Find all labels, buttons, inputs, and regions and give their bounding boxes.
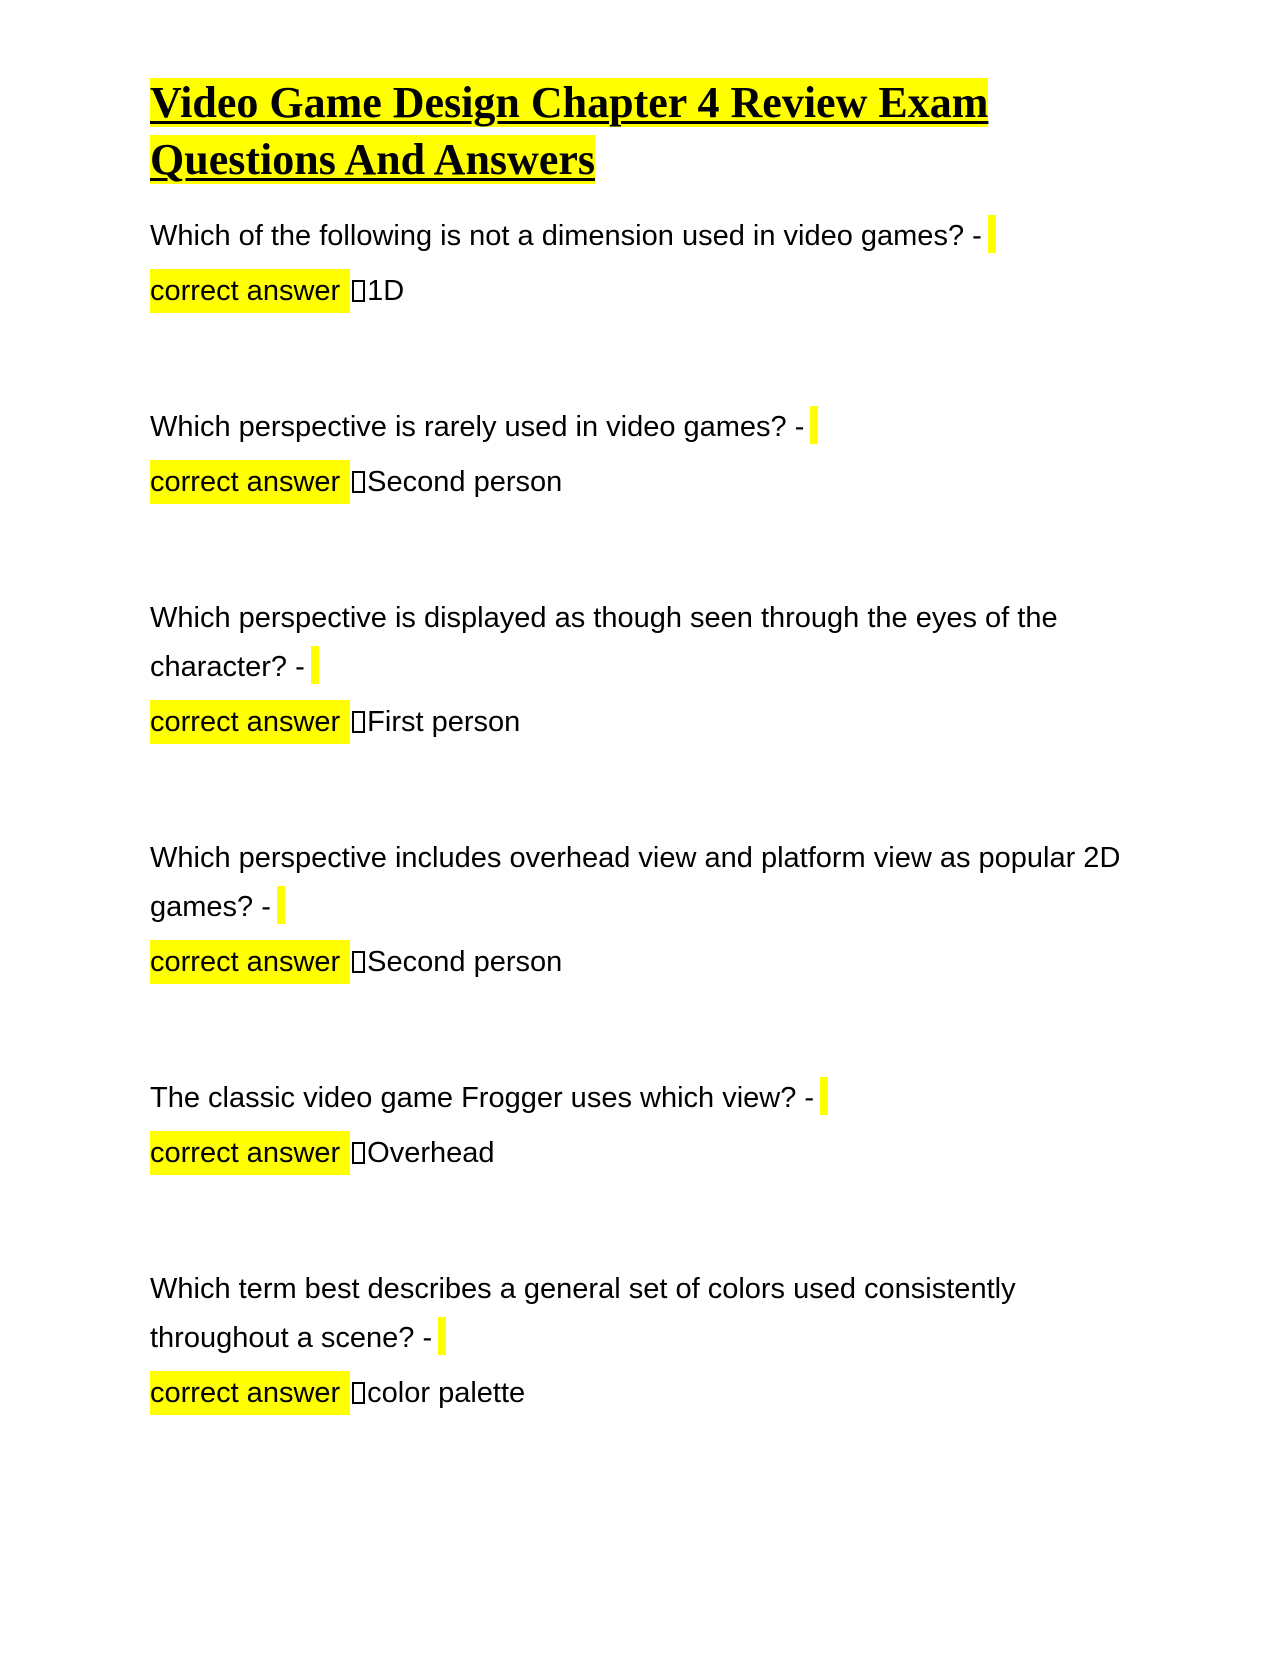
- answer: [150, 1129, 1130, 1178]
- question-text: Which term best describes a general set of colors used consistently throughout a scene? -: [150, 1273, 1016, 1354]
- highlight-mark: [311, 646, 319, 684]
- missing-glyph-icon: [352, 1142, 365, 1164]
- document-page: [150, 74, 1130, 1505]
- question-text: Which of the following is not a dimension used in video games? -: [150, 220, 982, 252]
- question: [150, 212, 1130, 261]
- highlight-mark: [988, 215, 996, 253]
- qa-list: [150, 212, 1130, 1418]
- highlight-mark: [810, 406, 818, 444]
- answer: [150, 458, 1130, 507]
- missing-glyph-icon: [352, 1382, 365, 1404]
- answer-text: 1D: [367, 275, 405, 307]
- answer-label: correct answer: [150, 1131, 350, 1175]
- highlight-mark: [277, 886, 285, 924]
- highlight-mark: [820, 1077, 828, 1115]
- question: [150, 594, 1130, 692]
- answer: [150, 698, 1130, 747]
- question: [150, 1265, 1130, 1363]
- question-text: Which perspective includes overhead view and platform view as popular 2D games? -: [150, 842, 1121, 923]
- question-text: Which perspective is displayed as though seen through the eyes of the character? -: [150, 602, 1058, 683]
- qa-item: [150, 1265, 1130, 1418]
- qa-item: [150, 212, 1130, 316]
- highlight-mark: [438, 1317, 446, 1355]
- answer-text: Second person: [367, 946, 563, 978]
- answer: [150, 267, 1130, 316]
- answer-label: correct answer: [150, 940, 350, 984]
- missing-glyph-icon: [352, 280, 365, 302]
- qa-item: [150, 403, 1130, 507]
- answer: [150, 938, 1130, 987]
- answer-text: color palette: [367, 1377, 526, 1409]
- qa-item: [150, 834, 1130, 987]
- answer-text: First person: [367, 706, 521, 738]
- qa-item: [150, 1074, 1130, 1178]
- question-text: Which perspective is rarely used in video games? -: [150, 411, 805, 443]
- question: [150, 834, 1130, 932]
- qa-item: [150, 594, 1130, 747]
- question-text: The classic video game Frogger uses which view? -: [150, 1082, 815, 1114]
- answer-label: correct answer: [150, 460, 350, 504]
- answer-label: correct answer: [150, 1371, 350, 1415]
- document-title: [150, 74, 1130, 188]
- missing-glyph-icon: [352, 711, 365, 733]
- answer-text: Second person: [367, 466, 563, 498]
- missing-glyph-icon: [352, 471, 365, 493]
- answer-label: correct answer: [150, 269, 350, 313]
- question: [150, 403, 1130, 452]
- missing-glyph-icon: [352, 951, 365, 973]
- document-title-text: Video Game Design Chapter 4 Review Exam Questions And Answers: [150, 78, 989, 184]
- answer-label: correct answer: [150, 700, 350, 744]
- answer: [150, 1369, 1130, 1418]
- question: [150, 1074, 1130, 1123]
- answer-text: Overhead: [367, 1137, 495, 1169]
